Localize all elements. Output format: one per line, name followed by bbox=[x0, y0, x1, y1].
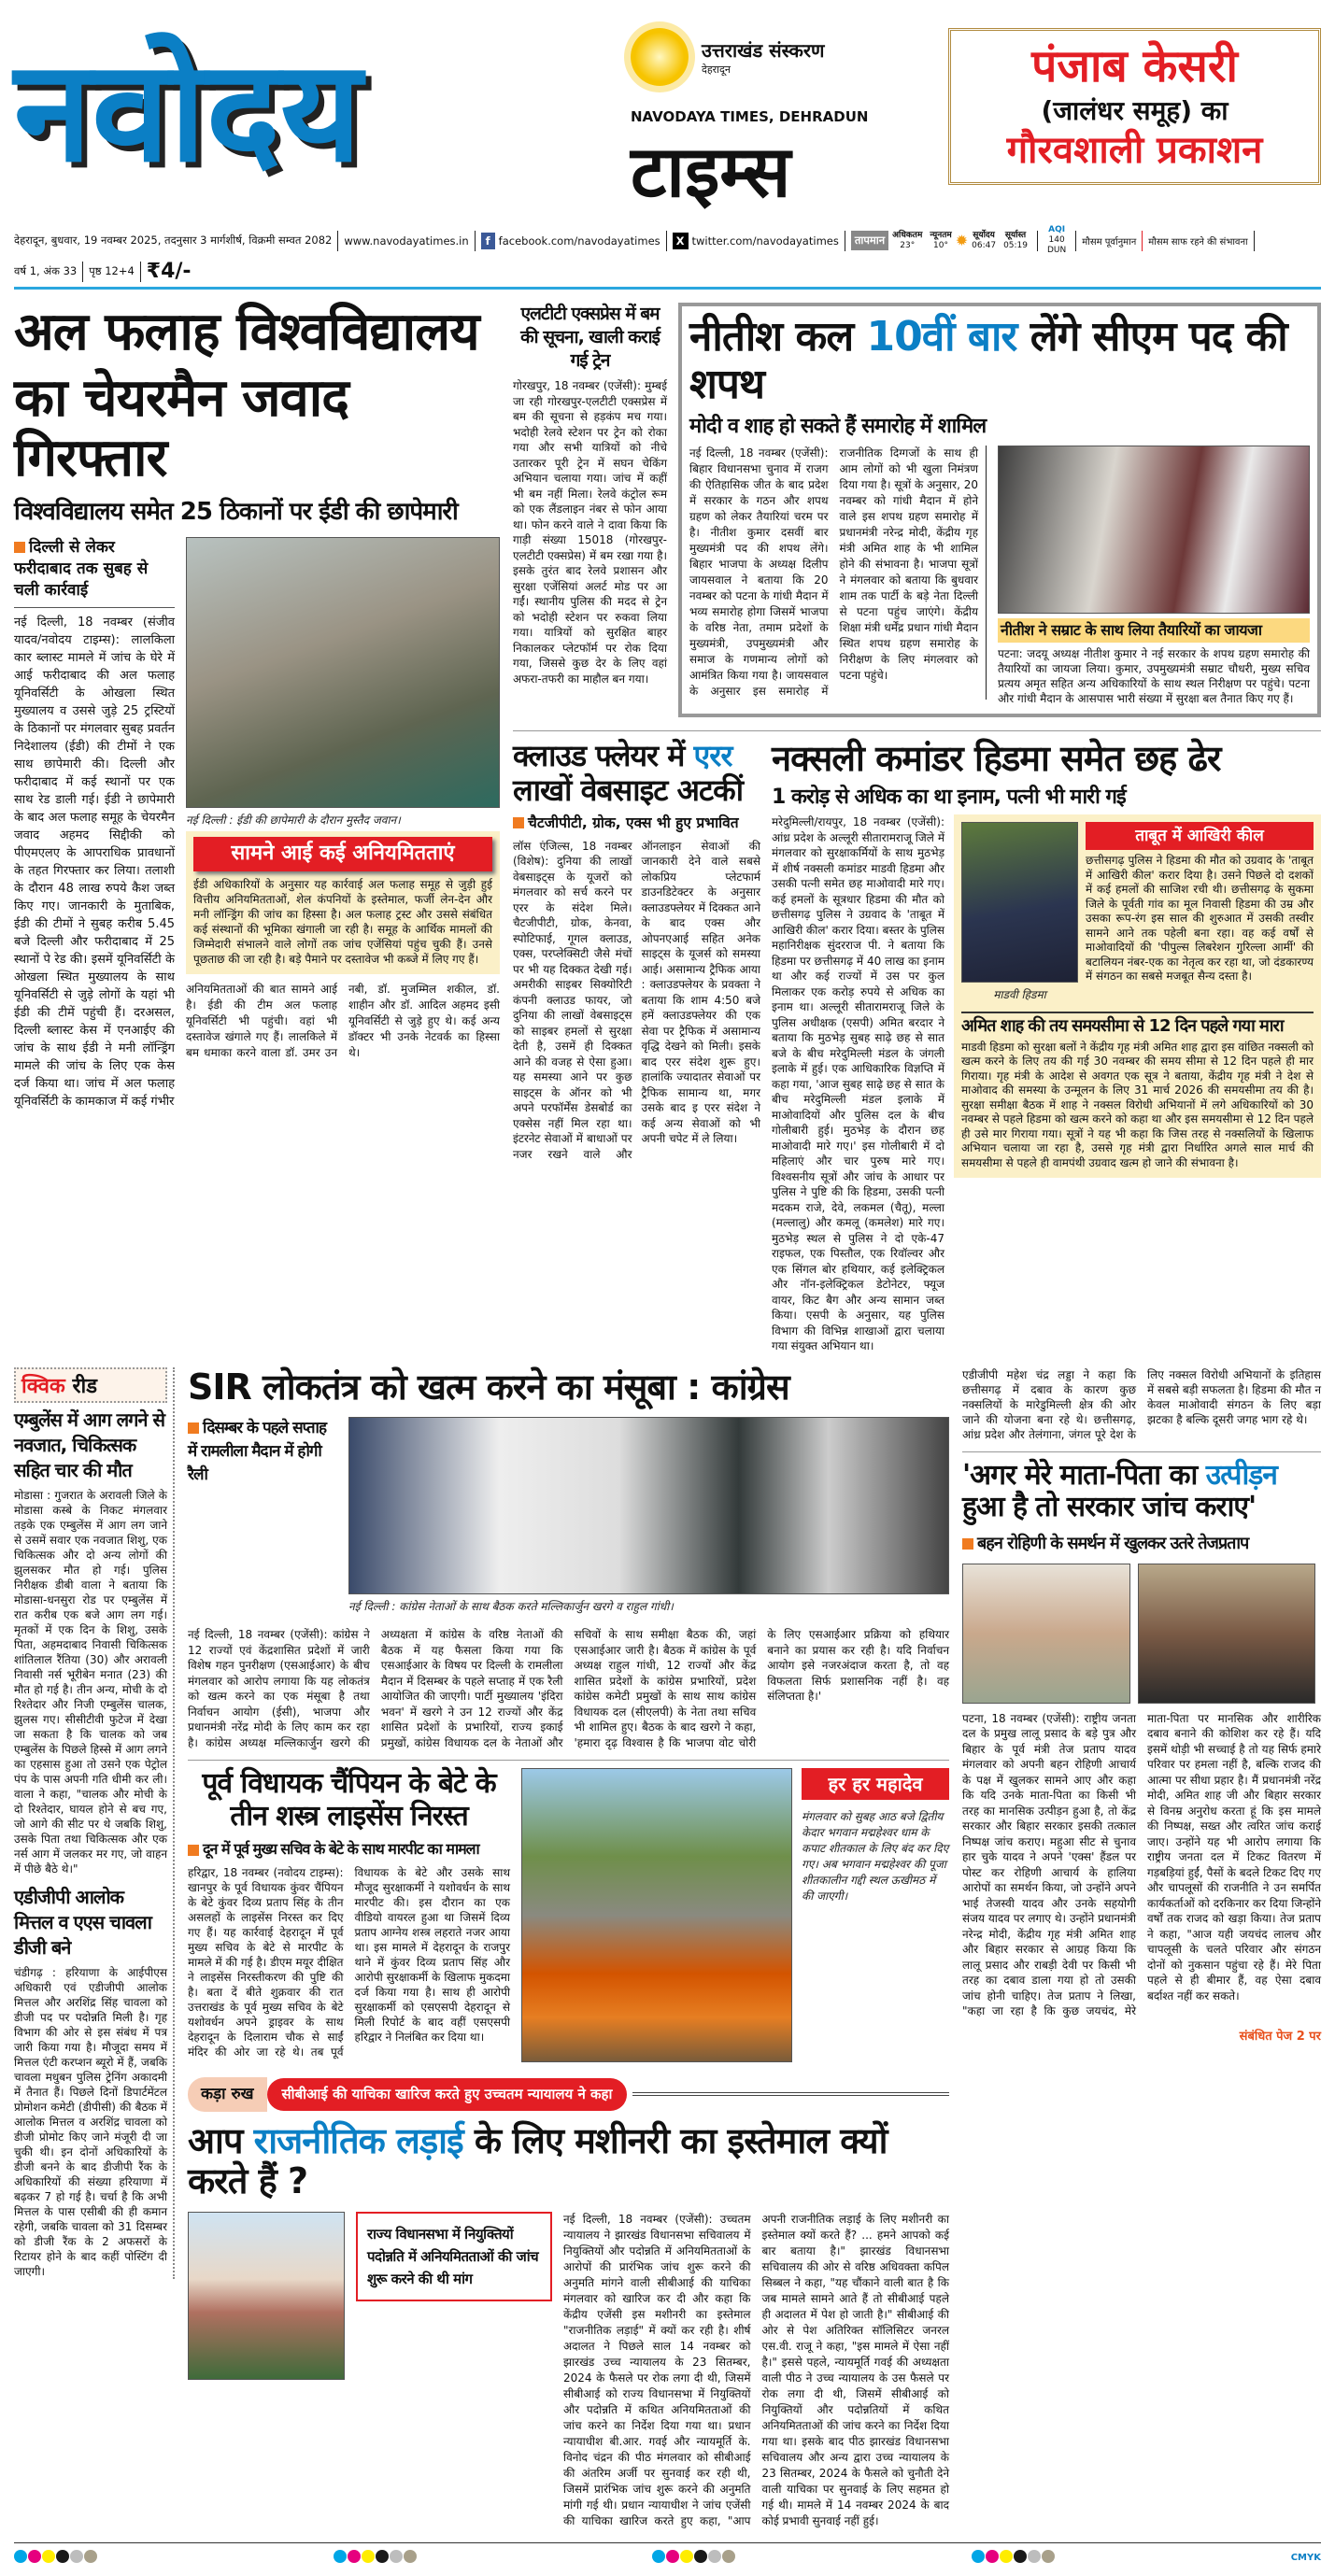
registration-dot bbox=[14, 2550, 27, 2563]
registration-dot bbox=[986, 2550, 999, 2563]
price: ₹4/- bbox=[146, 260, 192, 284]
registration-dot bbox=[680, 2550, 693, 2563]
lead-kicker-text: दिल्ली से लेकर फरीदाबाद तक सुबह से चली कार्रवाई bbox=[14, 538, 149, 601]
lead-subhead: विश्वविद्यालय समेत 25 ठिकानों पर ईडी की छापेमारी bbox=[14, 497, 458, 526]
registration-dot bbox=[1014, 2550, 1027, 2563]
cmyk-dots-mid bbox=[334, 2549, 418, 2567]
naxal-box bbox=[954, 814, 1321, 1178]
coffin-text: छत्तीसगढ़ पुलिस ने हिडमा की मौत को उग्रवाद के 'ताबूत में आखिरी कील' करार दिया है। उसने पिछले दो दशकों में कई हमलों की साजिश रची थी। छत्तीसगढ़ के सुकमा जिले के पूर्वती गांव का मूल निवासी हिडमा की उम्र और उसका रूप-रंग इस साल की शुरुआत में उसकी तस्वीर सामने आने तक पहेली बना रहा। वह कई वर्षों से माओवादियों की 'पीपुल्स लिबरेशन गुरिल्ला आर्मी' की बटालियन नंबर-एक का नेतृत्व कर रहा था, जो दंडकारण्य में संगठन का सबसे मजबूत सैन्य दस्ता है। bbox=[1086, 854, 1314, 984]
aqi-city: DUN bbox=[1047, 246, 1067, 256]
facebook-icon: f bbox=[481, 233, 495, 249]
registration-dot bbox=[334, 2550, 347, 2563]
masthead-center bbox=[631, 28, 930, 212]
quick-read-column bbox=[14, 1367, 175, 2279]
court-tag: कड़ा रुख bbox=[188, 2077, 267, 2111]
temple-photo bbox=[521, 1768, 792, 2062]
champion-body: हरिद्वार, 18 नवम्बर (नवोदय टाइम्स): खानपुर के पूर्व विधायक कुंवर चैंपियन के बेटे कुंवर दिव्य प्रताप सिंह के तीन असलहों के लाइसेंस निरस्त कर दिए गए हैं। यह कार्रवाई देहरादून में पूर्व मुख्य सचिव के बेटे से मारपीट के मामले में की गई है। डीएम मयूर दीक्षित ने लाइसेंस निरस्तीकरण की पुष्टि की है। बता दें बीते शुक्रवार की रात उत्तराखंड के पूर्व मुख्य सचिव के बेटे यशोवर्धन अपने ड्राइवर के साथ देहरादून के दिलाराम चौक से साईं मंदिर की ओर जा रहे थे। तब पूर्व विधायक के बेटे और उसके साथ मौजूद सुरक्षाकर्मी ने यशोवर्धन के साथ मारपीट की। इस दौरान का एक वीडियो वायरल हुआ था जिसमें दिव्य प्रताप आग्नेय शस्त्र लहराते नजर आया था। इस मामले में देहरादून के राजपुर थाने में कुंवर दिव्य प्रताप सिंह और आरोपी सुरक्षाकर्मी के खिलाफ मुकदमा दर्ज किया गया है। साथ ही आरोपी सुरक्षाकर्मी को एसएसपी देहरादून से मिली रिपोर्ट के बाद वहीं एसएसपी हरिद्वार ने निलंबित कर दिया था। bbox=[188, 1866, 510, 2059]
nitish-box bbox=[678, 303, 1321, 717]
champion-headline: पूर्व विधायक चैंपियन के बेटे के तीन शस्त्र लाइसेंस निरस्त bbox=[202, 1767, 496, 1833]
edition-city: देहरादून bbox=[702, 64, 731, 76]
pk-title: पंजाब केसरी bbox=[1031, 40, 1238, 92]
volume-issue: वर्ष 1, अंक 33 bbox=[14, 264, 78, 278]
times-title: टाइम्स bbox=[631, 130, 791, 213]
page-count: पृष्ठ 12+4 bbox=[89, 264, 135, 278]
aqi-label: AQI bbox=[1048, 225, 1066, 235]
lead-headline-2: का चेयरमैन जवाद गिरफ्तार bbox=[14, 367, 348, 489]
registration-dot bbox=[56, 2550, 69, 2563]
sunrise-time: 06:47 bbox=[972, 240, 997, 250]
max-label: अधिकतम bbox=[892, 230, 923, 240]
tej-headline: 'अगर मेरे माता-पिता का उत्पीड़न हुआ है तो सरकार जांच कराए' bbox=[962, 1458, 1277, 1524]
naxal-body: मरेदुमिल्ली/रायपुर, 18 नवम्बर (एजेंसी): आंध्र प्रदेश के अल्लूरी सीतारामराजू जिले में मंगलवार को सुरक्षाकर्मियों के साथ मुठभेड़ में शीर्ष नक्सली कमांडर माडवी हिडमा और उसकी पत्नी समेत छह माओवादी मारे गए। कई हमलों के सूत्रधार हिडमा की मौत को छत्तीसगढ़ पुलिस ने उग्रवाद के 'ताबूत में आखिरी कील' करार दिया। बस्तर के पुलिस महानिरीक्षक सुंदरराज पी. ने बताया कि हिडमा पर छत्तीसगढ़ में 40 लाख का इनाम था और कई राज्यों में उस पर कुल मिलाकर एक करोड़ रुपये से अधिक का इनाम था। अल्लूरी सीतारामराजू जिले के पुलिस अधीक्षक (एसपी) अमित बरदार ने बताया कि मुठभेड़ सुबह साढ़े छह से सात बजे के बीच मरेदुमिल्ली मंडल के जंगली इलाके में हुई। एक आधिकारिक विज्ञप्ति में कहा गया, 'आज सुबह साढ़े छह से सात के बीच मरेदुमिल्ली मंडल इलाके में माओवादियों और पुलिस दल के बीच गोलीबारी हुई। मुठभेड़ के दौरान छह माओवादी मारे गए।' इस गोलीबारी में दो महिलाएं और चार पुरुष मारे गए। विश्वसनीय सूत्रों और जांच के आधार पर पुलिस ने पुष्टि की कि हिडमा, उसकी पत्नी मदकम राजे, देवे, लकमल (चैतू), मल्ला (मल्लालु) और कमलू (कमलेश) मारे गए। मुठभेड़ स्थल से पुलिस ने दो एके-47 राइफल, एक पिस्तौल, एक रिवॉल्वर और एक सिंगल बोर हथियार, कई इलेक्ट्रिकल और नॉन-इलेक्ट्रिकल डेटोनेटर, फ्यूज वायर, किट बैग और अन्य सामान जब्त किया। एसपी के अनुसार, यह पुलिस विभाग की विभिन्न शाखाओं द्वारा चलाया गया संयुक्त अभियान था। bbox=[772, 815, 944, 1353]
lead-kicker bbox=[14, 537, 175, 608]
sunset-label: सूर्यास्त bbox=[1004, 230, 1027, 240]
naxal-continuation: एडीजीपी महेश चंद्र लड्डा ने कहा कि छत्तीसगढ़ में दबाव के कारण कुछ नक्सलियों के मारेडुमिल्ली क्षेत्र की ओर जाने की योजना बना रहे थे। छत्तीसगढ़, आंध्र प्रदेश और तेलंगाना, जंगल पूरे देश के लिए नक्सल विरोधी अभियानों के इतिहास में सबसे बड़ी सफलता है। हिडमा की मौत न केवल माओवादी संगठन के लिए बड़ा झटका है बल्कि दूसरी जगह भाग रहे थे। bbox=[962, 1367, 1321, 1441]
print-marks bbox=[14, 2542, 1321, 2567]
forecast-text: मौसम साफ रहने की संभावना bbox=[1148, 236, 1248, 248]
registration-dot bbox=[1000, 2550, 1013, 2563]
date-text: देहरादून, बुधवार, 19 नवम्बर 2025, तदनुसार 3 मार्गशीर्ष, विक्रमी सम्वत 2082 bbox=[14, 234, 333, 248]
sir-headline: SIR लोकतंत्र को खत्म करने का मंसूबा : कांग्रेस bbox=[188, 1366, 789, 1408]
sun-small-icon: ✹ bbox=[955, 232, 969, 250]
supreme-court-photo bbox=[188, 2212, 345, 2380]
registration-dot bbox=[722, 2550, 735, 2563]
registration-dot bbox=[348, 2550, 361, 2563]
cmyk-label: CMYK bbox=[1290, 2552, 1321, 2563]
shah-text: माडवी हिडमा को सुरक्षा बलों ने केंद्रीय गृह मंत्री अमित शाह द्वारा इस वांछित नक्सली को खत्म करने के लिए तय की गई 30 नवम्बर की समय सीमा से 12 दिन पहले ही मार गिराया। गृह मंत्री के आदेश से अवगत एक सूत्र ने बताया, केंद्रीय गृह मंत्री ने देश से माओवाद की समस्या के उन्मूलन के लिए 31 मार्च 2026 की समयसीमा तय की है। सुरक्षा समीक्षा बैठक में शाह ने नक्सल विरोधी अभियानों में लगे अधिकारियों को 30 नवम्बर से पहले हिडमा को खत्म करने को कहा था और इस समयसीमा से 12 दिन पहले ही उसे मार गिराया गया। सूत्रों ने यह भी कहा कि जिस तरह से नक्सलियों के खिलाफ अभियान चलाया जा रहा है, उससे गृह मंत्री द्वारा निर्धारित अगले साल मार्च की समयसीमा से पहले ही वामपंथी उग्रवाद खत्म हो जाने की संभावना है। bbox=[961, 1040, 1314, 1169]
max-temp: 23° bbox=[900, 240, 916, 250]
cloud-body: लॉस एंजिल्स, 18 नवम्बर (विशेष): दुनिया की लाखों वेबसाइट्स के यूजरों को मंगलवार को सर्च करने पर एरर के संदेश मिले। चैटजीपीटी, ग्रोक, केनवा, स्पोटिफाई, गूगल क्लाउड, एक्स, परप्लेक्सिटी जैसे मंचों पर भी यह दिक्कत देखी गई। अमरीकी साइबर सिक्योरिटी कंपनी क्लाउड फायर, जो दुनिया की लाखों वेबसाइट्स को साइबर हमलों से सुरक्षा देती है, उसमें ही दिक्कत आने की वजह से ऐसा हुआ। यह समस्या आने पर कुछ साइट्स के ऑनर को भी अपने परफॉर्मेंस डेसबोर्ड का एक्सेस नहीं मिल रहा था। इंटरनेट सेवाओं में बाधाओं पर नजर रखने वाले और ऑनलाइन सेवाओं की जानकारी देने वाले सबसे लोकप्रिय प्लेटफार्म डाउनडिटेक्टर के अनुसार क्लाउडफ्लेयर में दिक्कत आने के बाद एक्स और ओपनएआई सहित अनेक साइट्स के यूजर्स को समस्या आई। असामान्य ट्रैफिक आया : क्लाउडफ्लेयर के प्रवक्ता ने बताया कि शाम 4:50 बजे हमें क्लाउडफ्लेयर की एक सेवा पर ट्रैफिक में असामान्य वृद्धि देखने को मिली। इसके बाद एरर संदेश शुरू हुए। हालांकि ज्यादातर सेवाओं पर ट्रैफिक सामान्य था, मगर उसके बाद इ एरर संदेश ने कई अन्य सेवाओं को भी अपनी चपेट में ले लिया। bbox=[513, 839, 760, 1161]
temple-label: हर हर महादेव bbox=[802, 1768, 949, 1800]
quick-headline-1: एम्बुलेंस में आग लगने से नवजात, चिकित्सक सहित चार की मौत bbox=[14, 1408, 165, 1481]
tej-continued[interactable]: संबंधित पेज 2 पर bbox=[1239, 2029, 1321, 2044]
forecast-label: मौसम पूर्वानुमान bbox=[1082, 236, 1137, 248]
middle-section bbox=[0, 1354, 1335, 2529]
cloud-kicker: चैटजीपीटी, ग्रोक, एक्स भी हुए प्रभावित bbox=[513, 814, 760, 833]
coffin-title: ताबूत में आखिरी कील bbox=[1086, 822, 1314, 850]
aqi-value: 140 bbox=[1048, 235, 1065, 246]
registration-dot bbox=[84, 2550, 97, 2563]
cloud-headline: क्लाउड फ्लेयर में एरर लाखों वेबसाइट अटकीं bbox=[513, 738, 743, 809]
champion-kicker: दून में पूर्व मुख्य सचिव के बेटे के साथ मारपीट का मामला bbox=[188, 1838, 510, 1860]
top-section bbox=[0, 290, 1335, 1353]
cloud-story bbox=[513, 739, 760, 1162]
temperature-label: तापमान bbox=[851, 231, 888, 250]
lead-photo-caption: नई दिल्ली : ईडी की छापेमारी के दौरान मुस्तैद जवान। bbox=[186, 814, 401, 828]
nitish-subhead: मोदी व शाह हो सकते हैं समारोह में शामिल bbox=[689, 414, 987, 438]
cmyk-dots-mid2 bbox=[652, 2549, 736, 2567]
sir-photo-caption: नई दिल्ली : कांग्रेस नेताओं के साथ बैठक करते मल्लिकार्जुन खरगे व राहुल गांधी। bbox=[348, 1600, 674, 1614]
website-link[interactable]: www.navodayatimes.in bbox=[344, 234, 469, 248]
punjab-kesari-box bbox=[948, 28, 1321, 185]
nitish-body: नई दिल्ली, 18 नवम्बर (एजेंसी): बिहार विधानसभा चुनाव में राजग की ऐतिहासिक जीत के बाद प्रदेश में सरकार के गठन और शपथ ग्रहण को लेकर तैयारियां चरम पर है। नीतीश कुमार दसवीं बार मुख्यमंत्री पद की शपथ लेंगे। बिहार भाजपा के अध्यक्ष दिलीप जायसवाल ने बताया कि 20 नवम्बर को पटना के गांधी मैदान में भव्य समारोह होगा जिसमें भाजपा के वरिष्ठ नेता, तमाम प्रदेशों के मुख्यमंत्री, उपमुख्यमंत्री और समाज के गणमान्य लोगों को आमंत्रित किया गया है। जायसवाल के अनुसार इस समारोह में राजनीतिक दिग्गजों के साथ ही आम लोगों को भी खुला निमंत्रण दिया गया है। सूत्रों के अनुसार, 20 नवम्बर को गांधी मैदान में होने वाले इस शपथ ग्रहण समारोह में प्रधानमंत्री नरेन्द्र मोदी, केंद्रीय गृह मंत्री अमित शाह के भी शामिल होने की संभावना है। भाजपा सूत्रों ने मंगलवार को बताया कि बुधवार शाम तक पार्टी के बड़े नेता दिल्ली से पटना पहुंच जाएंगे। केंद्रीय शिक्षा मंत्री धर्मेंद्र प्रधान गांधी मैदान स्थित शपथ ग्रहण समारोह के निरीक्षण के लिए मंगलवार को पटना पहुंचे। bbox=[689, 446, 987, 700]
court-box: राज्य विधानसभा में नियुक्तियों पदोन्नति में अनियमितताओं की जांच शुरू करने की थी मांग bbox=[356, 2212, 552, 2301]
min-label: न्यूनतम bbox=[930, 230, 952, 240]
tej-kicker: बहन रोहिणी के समर्थन में खुलकर उतरे तेजप्रताप bbox=[962, 1532, 1321, 1556]
sir-body: नई दिल्ली, 18 नवम्बर (एजेंसी): कांग्रेस ने 12 राज्यों एवं केंद्रशासित प्रदेशों में जारी विशेष गहन पुनरीक्षण (एसआईआर) के बीच मंगलवार को आरोप लगाया कि यह लोकतंत्र को खत्म करने का एक मंसूबा है तथा निर्वाचन आयोग (ईसी), भाजपा और प्रधानमंत्री नरेंद्र मोदी के लिए काम कर रहा है। कांग्रेस अध्यक्ष मल्लिकार्जुन खरगे की अध्यक्षता में कांग्रेस के वरिष्ठ नेताओं की बैठक में यह फैसला किया गया कि एसआईआर के विषय पर दिल्ली के रामलीला मैदान में दिसम्बर के पहले सप्ताह में एक रैली आयोजित की जाएगी। पार्टी मुख्यालय 'इंदिरा भवन' में खरगे ने उन 12 राज्यों और केंद्र शासित प्रदेशों के प्रभारियों, राज्य इकाई प्रमुखों, कांग्रेस विधायक दल के नेताओं और सचिवों के साथ समीक्षा बैठक की, जहां एसआईआर जारी है। बैठक में कांग्रेस के पूर्व अध्यक्ष राहुल गांधी, 12 राज्यों और केंद्र शासित प्रदेशों के कांग्रेस प्रभारियों, प्रदेश कांग्रेस कमेटी प्रमुखों के साथ साथ कांग्रेस विधायक दल (सीएलपी) के नेता तथा सचिव भी शामिल हुए। बैठक के बाद खरगे ने कहा, 'हमारा दृढ़ विश्वास है कि भाजपा वोट चोरी के लिए एसआईआर प्रक्रिया को हथियार बनाने का प्रयास कर रही है। यदि निर्वाचन आयोग इसे नजरअंदाज करता है, तो वह विफलता सिर्फ प्रशासनिक नहीं है। वह संलिप्तता है।' bbox=[188, 1628, 949, 1749]
court-body: नई दिल्ली, 18 नवम्बर (एजेंसी): उच्चतम न्यायालय ने झारखंड विधानसभा सचिवालय में नियुक्तियों और पदोन्नति में अनियमितताओं के आरोपों की प्रारंभिक जांच शुरू करने की अनुमति मांगने वाली सीबीआई की याचिका मंगलवार को खारिज कर दी और कहा कि केंद्रीय एजेंसी इस मशीनरी का इस्तेमाल "राजनीतिक लड़ाई" में क्यों कर रही है। शीर्ष अदालत ने पिछले साल 14 नवम्बर को झारखंड उच्च न्यायालय के 23 सितम्बर, 2024 के फैसले पर रोक लगा दी थी, जिसमें सीबीआई को राज्य विधानसभा में नियुक्तियों और पदोन्नति में कथित अनियमितताओं की जांच करने का निर्देश दिया गया था। प्रधान न्यायाधीश बी.आर. गवई और न्यायमूर्ति के. विनोद चंद्रन की पीठ मंगलवार को सीबीआई की अंतरिम अर्जी पर सुनवाई कर रही थी, जिसमें प्रारंभिक जांच शुरू करने की अनुमति मांगी गई थी। प्रधान न्यायाधीश ने जांच एजेंसी की याचिका खारिज करते हुए कहा, "आप अपनी राजनीतिक लड़ाई के लिए मशीनरी का इस्तेमाल क्यों करते हैं? ... हमने आपको कई बार बताया है।" झारखंड विधानसभा सचिवालय की ओर से वरिष्ठ अधिवक्ता कपिल सिब्बल ने कहा, "यह चौंकाने वाली बात है कि जब मामले सामने आते हैं तो सीबीआई पहले ही अदालत में पेश हो जाती है।" सीबीआई की ओर से पेश अतिरिक्त सॉलिसिटर जनरल एस.वी. राजू ने कहा, "इस मामले में ऐसा नहीं है।" इससे पहले, न्यायमूर्ति गवई की अध्यक्षता वाली पीठ ने उच्च न्यायालय के उस फैसले पर रोक लगा दी थी, जिसमें सीबीआई को नियुक्तियों और पदोन्नतियों में कथित अनियमितताओं की जांच करने का निर्देश दिया गया था। इसके बाद पीठ झारखंड विधानसभा सचिवालय और अन्य द्वारा उच्च न्यायालय के 23 सितम्बर, 2024 के फैसले को चुनौती देने वाली याचिका पर सुनवाई के लिए सहमत हो गई थी। मामले में 14 नवम्बर 2024 के बाद कोई प्रभावी सुनवाई नहीं हुई। bbox=[563, 2212, 949, 2527]
nitish-headline: नीतीश कल 10वीं बार लेंगे सीएम पद की शपथ bbox=[689, 313, 1287, 408]
shah-title: अमित शाह की तय समयसीमा से 12 दिन पहले गया मारा bbox=[961, 1012, 1314, 1037]
nitish-photo-text: पटना: जदयू अध्यक्ष नीतीश कुमार ने नई सरकार के शपथ ग्रहण समारोह की तैयारियों का जायजा लिया। कुमार, उपमुख्यमंत्री सम्राट चौधरी, मुख्य सचिव प्रत्यय अमृत सहित अन्य अधिकारियों के साथ स्थल निरीक्षण पर पहुंचे। पटना और गांधी मैदान के आसपास भारी संख्या में सुरक्षा बल तैनात किए गए हैं। bbox=[998, 647, 1310, 706]
lead-continuation: अनियमितताओं की बात सामने आई है। ईडी की टीम अल फलाह यूनिवर्सिटी भी पहुंची। वहां भी दस्तावेज खंगाले गए हैं। लालकिले में बम धमाका करने वाला डॉ. उमर उन नबी, डॉ. मुजम्मिल शकील, डॉ. शाहीन और डॉ. आदिल अहमद इसी यूनिवर्सिटी से जुड़े हुए थे। कई अन्य डॉक्टर भी उनके नेटवर्क का हिस्सा थे। bbox=[186, 983, 500, 1060]
min-temp: 10° bbox=[933, 240, 948, 250]
irregularities-text: ईडी अधिकारियों के अनुसार यह कार्रवाई अल फलाह समूह से जुड़ी हुई वित्तीय अनियमितताओं, शेल कंपनियों के इस्तेमाल, फर्जी लेन-देन और मनी लॉन्ड्रिंग की जांच का हिस्सा है। अल फलाह ट्रस्ट और उससे संबंधित कई संस्थानों की भूमिका खंगाली जा रही है। समूह के आर्थिक मामलों की जिम्मेदारी संभालने वाले लोगों तक जांच एजेंसियां पहुंच चुकी हैं। उनसे पूछताछ की जा रही है। बड़े पैमाने पर दस्तावेज भी कब्जे में लिए गए हैं। bbox=[193, 878, 492, 967]
train-headline: एलटीटी एक्सप्रेस में बम की सूचना, खाली कराई गई ट्रेन bbox=[520, 304, 660, 372]
hidma-caption: माडवी हिडमा bbox=[993, 988, 1046, 1002]
pk-tagline: गौरवशाली प्रकाशन bbox=[1006, 128, 1263, 172]
cmyk-dots-left bbox=[14, 2549, 98, 2567]
english-name: NAVODAYA TIMES, DEHRADUN bbox=[631, 108, 869, 125]
temple-caption: मंगलवार को सुबह आठ बजे द्वितीय केदार भगवान मद्महेश्वर धाम के कपाट शीतकाल के लिए बंद कर दिए गए। अब भगवान मद्महेश्वर की पूजा शीतकालीन गद्दी स्थल ऊखीमठ में की जाएगी। bbox=[802, 1810, 949, 1904]
registration-dot bbox=[28, 2550, 41, 2563]
registration-dot bbox=[42, 2550, 55, 2563]
quick-body-1: मोडासा : गुजरात के अरावली जिले के मोडासा कस्बे के निकट मंगलवार तड़के एक एम्बुलेंस में आग लग जाने से उसमें सवार एक नवजात शिशु, एक चिकित्सक और दो अन्य लोगों की झुलसकर मौत हो गई। पुलिस निरीक्षक डीबी वाला ने बताया कि मोडासा-धनसुरा रोड पर एम्बुलेंस में रात करीब एक बजे आग लग गई। मृतकों में एक दिन के शिशु, उसके पिता, अहमदाबाद निवासी चिकित्सक शांतिलाल रैंतिया (30) और अरावली निवासी नर्स भूरीबेन मनात (23) की मौत हो गई है। तीन अन्य, मोची के दो रिश्तेदार और निजी एम्बुलेंस चालक, झुलस गए। सीसीटीवी फुटेज में देखा जा सकता है कि चालक को जब एम्बुलेंस के पिछले हिस्से में आग लगने का एहसास हुआ तो उसने एक पेट्रोल पंप के पास अपनी गति धीमी कर ली। वाला ने कहा, "चालक और मोची के दो रिश्तेदार, घायल होने से बच गए, जो आगे की सीट पर थे जबकि शिशु, उसके पिता तथा चिकित्सक और एक नर्स आग में जलकर मर गए, जो वाहन में पीछे बैठे थे।" bbox=[14, 1488, 167, 1875]
cmyk-dots-right bbox=[972, 2549, 1056, 2567]
temple-block bbox=[521, 1768, 949, 2062]
quick-body-2: चंडीगढ़ : हरियाणा के आईपीएस अधिकारी एवं एडीजीपी आलोक मित्तल और अरशिंद्र सिंह चावला को डीजी पद पर पदोन्नति मिली है। गृह विभाग की ओर से इस संबंध में पत्र जारी किया गया है। मौजूदा समय में मित्तल एंटी करप्शन ब्यूरो में हैं, जबकि चावला मधुबन पुलिस ट्रेनिंग अकादमी में तैनात हैं। पिछले दिनों डिपार्टमेंटल प्रोमोशन कमेटी (डीपीसी) की बैठक में आलोक मित्तल व अरशिंद्र चावला को डीजी प्रोमोट किए जाने मंजूरी दी जा चुकी थी। इन दोनों अधिकारियों के डीजी बनने के बाद डीजीपी रैंक के अधिकारियों की संख्या हरियाणा में बढ़कर 7 हो गई है। चर्चा है कि अभी मित्तल के पास एसीबी की ही कमान रहेगी, जबकि चावला को 31 दिसम्बर को डीजी रैंक के 2 अफसरों के रिटायर होने के बाद कहीं पोस्टिंग दी जाएगी। bbox=[14, 1965, 167, 2278]
naxal-story bbox=[772, 739, 1321, 1353]
court-strap-rule bbox=[632, 2092, 949, 2096]
masthead-logo: नवोदय bbox=[14, 31, 362, 193]
quick-read-label: क्विक रीड bbox=[14, 1367, 167, 1403]
sunset-time: 05:19 bbox=[1003, 240, 1028, 250]
x-icon: X bbox=[673, 233, 689, 249]
train-body: गोरखपुर, 18 नवम्बर (एजेंसी): मुम्बई जा रही गोरखपुर-एलटीटी एक्सप्रेस में बम की सूचना से हड़कंप मच गया। भदोही रेलवे स्टेशन पर ट्रेन को रोका गया और सभी यात्रियों को नीचे उतारकर पूरी ट्रेन में सघन चेकिंग अभियान चलाया गया। जांच में कहीं भी बम नहीं मिला। रेलवे कंट्रोल रूम को एक लैंडलाइन नंबर से फोन आया था। फोन करने वाले ने दावा किया कि गाड़ी संख्या 15018 (गोरखपुर-एलटीटी एक्सप्रेस) में बम रखा गया है। इसके तुरंत बाद रेलवे प्रशासन और सुरक्षा एजेंसियां अलर्ट मोड पर आ गईं। स्थानीय पुलिस की मदद से ट्रेन को भदोही स्टेशन पर रुकवा लिया गया। यात्रियों को सुरक्षित बाहर निकालकर प्लेटफॉर्म पर रोक दिया गया, जिससे कुछ देर के लिए वहां अफरा-तफरी का माहौल बन गया। bbox=[513, 379, 667, 686]
registration-dot bbox=[70, 2550, 83, 2563]
train-story bbox=[513, 303, 667, 686]
rohini-photo bbox=[962, 1564, 1130, 1704]
sir-photo bbox=[348, 1417, 949, 1594]
lead-photo bbox=[186, 537, 500, 808]
lead-body: नई दिल्ली, 18 नवम्बर (संजीव यादव/नवोदय टाइम्स): लालकिला कार ब्लास्ट मामले में जांच के घेरे में आई फरीदाबाद की अल फलाह यूनिवर्सिटी के ओखला स्थित मुख्यालय व उससे जुड़े 25 ट्रस्टियों के ठिकानों पर मंगलवार सुबह प्रवर्तन निदेशालय (ईडी) की टीमों ने एक साथ छापेमारी की। दिल्ली और फरीदाबाद में कई स्थानों पर एक साथ रेड डाली गई। ईडी ने छापेमारी के बाद अल फलाह समूह के चेयरमैन जवाद अहमद सिद्दीकी को पीएमएलए के आपराधिक प्रावधानों के तहत गिरफ्तार कर लिया। तलाशी के दौरान 48 लाख रुपये कैश जब्त किए गए। जानकारी के मुताबिक, ईडी की टीमों ने सुबह करीब 5.45 बजे दिल्ली और फरीदाबाद में 25 स्थानों पे रेड की। इसमें यूनिवर्सिटी के ओखला स्थित मुख्यालय के साथ यूनिवर्सिटी से जुड़े लोगों के यहां भी ईडी की टीमें पहुंची हैं। दरअसल, दिल्ली ब्लास्ट केस में एनआईए की जांच के साथ ईडी ने मनी लॉन्ड्रिंग मामले की जांच के लिए एक केस दर्ज किया था। जांच में अल फलाह यूनिवर्सिटी के कामकाज में कई गंभीर bbox=[14, 616, 175, 1110]
dateline-strip bbox=[14, 221, 1321, 290]
registration-dot bbox=[652, 2550, 665, 2563]
hidma-photo bbox=[961, 822, 1078, 983]
lead-headline-1: अल फलाह विश्वविद्यालय bbox=[14, 302, 479, 363]
irregularities-title: सामने आई कई अनियमितताएं bbox=[193, 837, 492, 871]
registration-dot bbox=[376, 2550, 389, 2563]
tej-story bbox=[962, 1451, 1321, 2044]
registration-dot bbox=[390, 2550, 403, 2563]
sunrise-label: सूर्योदय bbox=[973, 230, 995, 240]
twitter-link[interactable]: twitter.com/navodayatimes bbox=[691, 234, 839, 248]
champion-story bbox=[188, 1768, 510, 2059]
facebook-link[interactable]: facebook.com/navodayatimes bbox=[498, 234, 660, 248]
tej-body: पटना, 18 नवम्बर (एजेंसी): राष्ट्रीय जनता दल के प्रमुख लालू प्रसाद के बड़े पुत्र और बिहार के पूर्व मंत्री तेज प्रताप यादव मंगलवार को अपनी बहन रोहिणी आचार्य के पक्ष में खुलकर सामने आए और कहा कि यदि उनके माता-पिता का किसी भी तरह का मानसिक उत्पीड़न हुआ है, तो केंद्र सरकार और बिहार सरकार इसकी तत्काल निष्पक्ष जांच कराए। महुआ सीट से चुनाव हार चुके यादव ने अपने 'एक्स' हैंडल पर पोस्ट कर रोहिणी आचार्य के हालिया आरोपों का समर्थन किया, जो उन्होंने अपने भाई तेजस्वी यादव और उनके सहयोगी संजय यादव पर लगाए थे। उन्होंने प्रधानमंत्री नरेन्द्र मोदी, केंद्रीय गृह मंत्री अमित शाह और बिहार सरकार से आग्रह किया कि लालू प्रसाद और राबड़ी देवी पर किसी भी तरह का दबाव डाला गया हो तो उसकी जांच होनी चाहिए। तेज प्रताप ने लिखा, "कहा जा रहा है कि कुछ जयचंद, मेरे माता-पिता पर मानसिक और शारीरिक दबाव बनाने की कोशिश कर रहे हैं। यदि इसमें थोड़ी भी सच्चाई है तो यह सिर्फ हमारे परिवार पर हमला नहीं है, बल्कि राजद की आत्मा पर सीधा प्रहार है। मैं प्रधानमंत्री नरेंद्र मोदी, अमित शाह जी और बिहार सरकार से विनम्र अनुरोध करता हूं कि इस मामले की निष्पक्ष, सख्त और त्वरित जांच कराई जाए। उन्होंने यह भी आरोप लगाया कि राष्ट्रीय जनता दल में टिकट वितरण में गड़बड़ियां हुईं, पैसों के बदले टिकट दिए गए और चापलूसों की राजनीति ने उन समर्पित कार्यकर्ताओं को दरकिनार कर दिया जिन्होंने वर्षों तक राजद को खड़ा किया। तेज प्रताप ने कहा, "आज यही जयचंद लालच और चापलूसी के चलते परिवार और संगठन दोनों को नुकसान पहुंचा रहे हैं। मेरे पिता पहले से ही बीमार हैं, वह ऐसा दबाव बर्दाश्त नहीं कर सकते। bbox=[962, 1711, 1321, 2018]
sun-icon bbox=[631, 28, 689, 86]
naxal-subhead: 1 करोड़ से अधिक का था इनाम, पत्नी भी मारी गई bbox=[772, 785, 1126, 809]
registration-dot bbox=[1042, 2550, 1055, 2563]
registration-dot bbox=[972, 2550, 985, 2563]
registration-dot bbox=[362, 2550, 375, 2563]
court-strap bbox=[188, 2077, 949, 2111]
court-headline: आप राजनीतिक लड़ाई के लिए मशीनरी का इस्तेमाल क्यों करते हैं ? bbox=[188, 2119, 888, 2202]
tejpratap-photo bbox=[1138, 1564, 1315, 1704]
nitish-photo-title: नीतीश ने सम्राट के साथ लिया तैयारियों का जायजा bbox=[998, 618, 1310, 643]
naxal-headline: नक्सली कमांडर हिडमा समेत छह ढेर bbox=[772, 738, 1221, 780]
quick-headline-2: एडीजीपी आलोक मित्तल व एएस चावला डीजी बने bbox=[14, 1885, 151, 1959]
registration-dot bbox=[1028, 2550, 1041, 2563]
registration-dot bbox=[666, 2550, 679, 2563]
registration-dot bbox=[708, 2550, 721, 2563]
sir-kicker: दिसम्बर के पहले सप्ताह में रामलीला मैदान में होगी रैली bbox=[188, 1419, 326, 1485]
masthead bbox=[0, 0, 1335, 221]
court-strap-text: सीबीआई की याचिका खारिज करते हुए उच्चतम न्यायालय ने कहा bbox=[267, 2078, 628, 2112]
irregularities-box bbox=[186, 831, 500, 974]
edition-label: उत्तराखंड संस्करण bbox=[702, 39, 825, 62]
registration-dot bbox=[694, 2550, 707, 2563]
registration-dot bbox=[404, 2550, 417, 2563]
nitish-photo bbox=[998, 446, 1310, 614]
lead-story bbox=[14, 303, 500, 1111]
pk-group: (जालंधर समूह) का bbox=[1041, 94, 1228, 126]
